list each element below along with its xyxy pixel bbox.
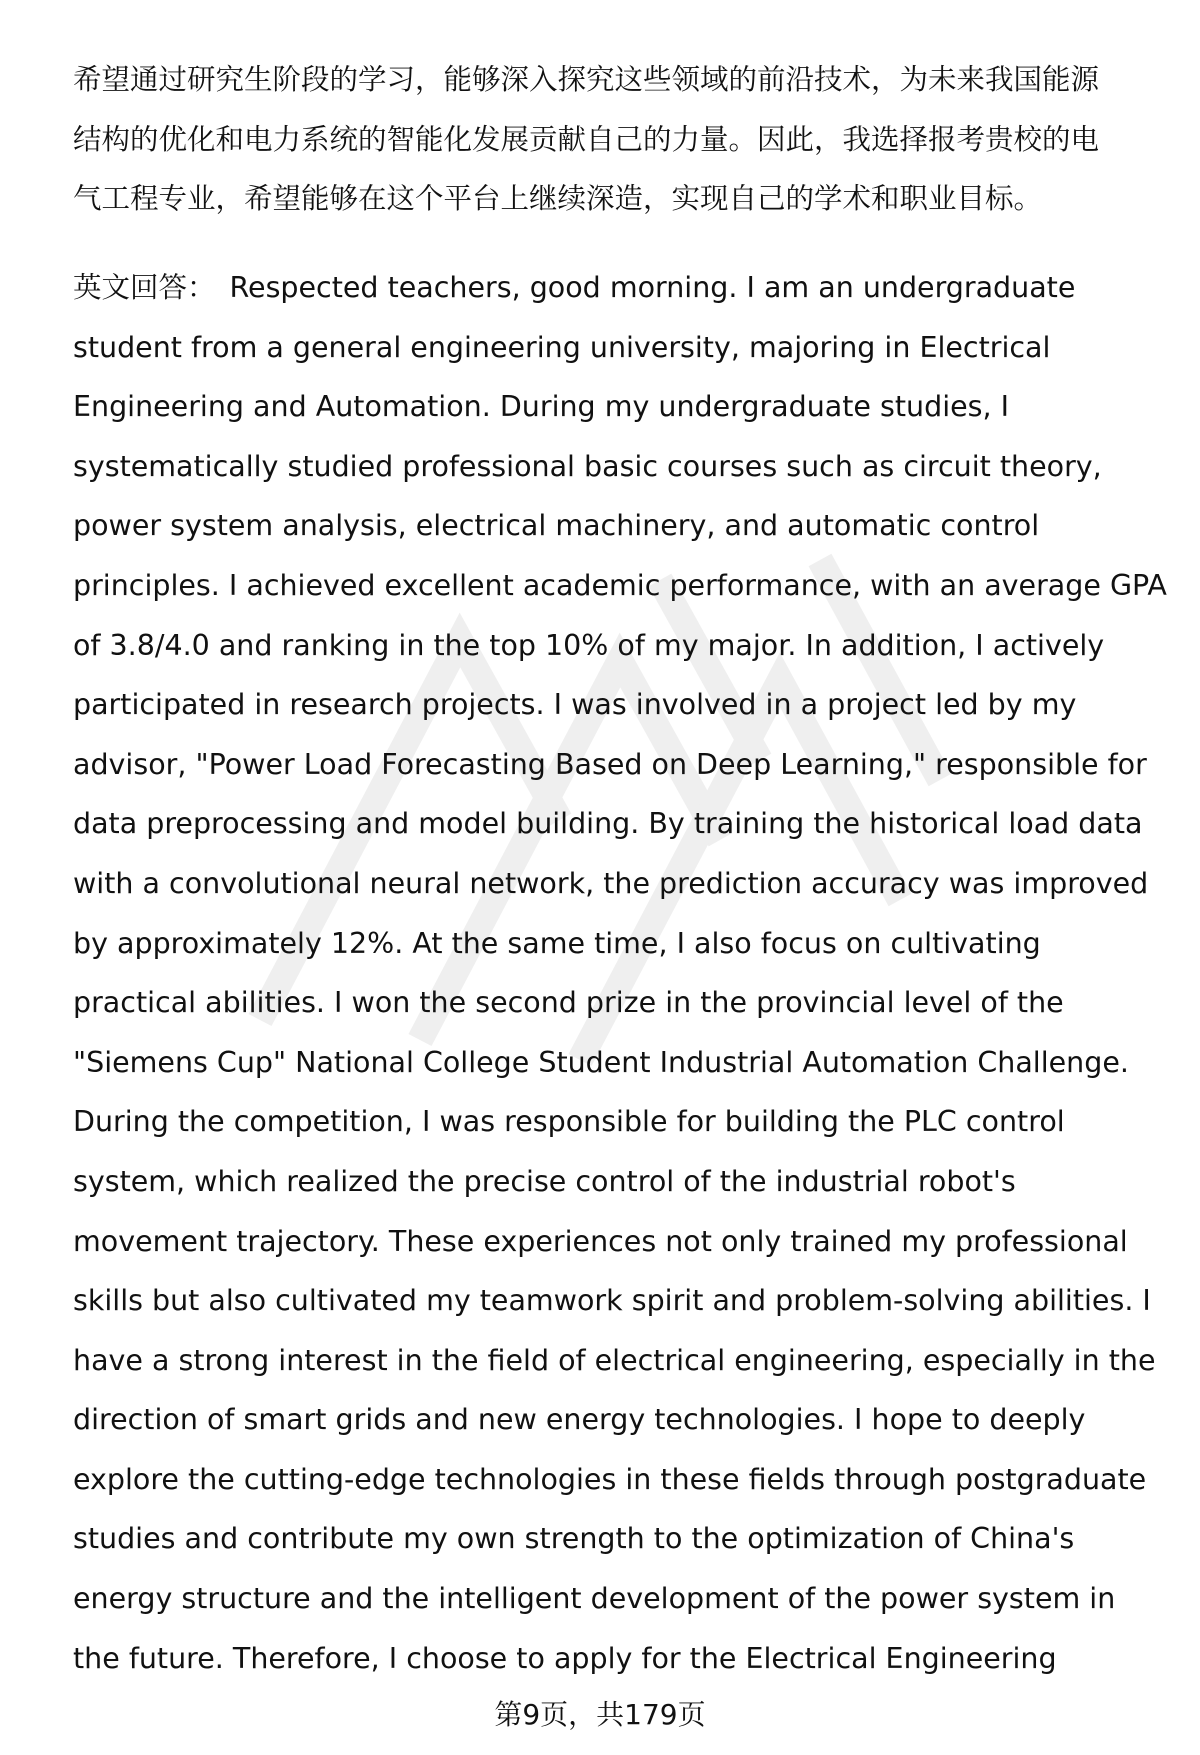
text-line: 结构的优化和电力系统的智能化发展贡献自己的力量。因此，我选择报考贵校的电 (73, 122, 1100, 156)
text-line: energy structure and the intelligent development of the power system in (73, 1582, 1116, 1616)
text-line: studies and contribute my own strength to the optimization of China's (73, 1522, 1075, 1556)
text-line: principles. I achieved excellent academic performance, with an average GPA (73, 568, 1167, 602)
text-line: skills but also cultivated my teamwork spirit and problem-solving abilities. I (73, 1284, 1151, 1318)
text-line (73, 258, 1153, 318)
text-line: system, which realized the precise control of the industrial robot's (73, 1164, 1016, 1198)
text-line: Engineering and Automation. During my undergraduate studies, I (73, 390, 1010, 424)
text-line: with a convolutional neural network, the prediction accuracy was improved (73, 866, 1149, 900)
text-line: During the competition, I was responsible for building the PLC control (73, 1105, 1065, 1139)
english-answer-label: 英文回答： (73, 271, 216, 304)
text-line: power system analysis, electrical machinery, and automatic control (73, 509, 1040, 543)
text-line: direction of smart grids and new energy technologies. I hope to deeply (73, 1403, 1086, 1437)
text-line: data preprocessing and model building. By training the historical load data (73, 807, 1143, 841)
text-line: of 3.8/4.0 and ranking in the top 10% of my major. In addition, I actively (73, 628, 1105, 662)
text-line: systematically studied professional basic courses such as circuit theory, (73, 449, 1102, 483)
text-line: practical abilities. I won the second prize in the provincial level of the (73, 986, 1064, 1020)
text-line: "Siemens Cup" National College Student Industrial Automation Challenge. (73, 1045, 1129, 1079)
english-answer-text: Respected teachers, good morning. I am an undergraduate (229, 271, 1076, 304)
text-line: movement trajectory. These experiences not only trained my professional (73, 1224, 1128, 1258)
text-line: have a strong interest in the field of electrical engineering, especially in the (73, 1343, 1156, 1377)
text-line: by approximately 12%. At the same time, I also focus on cultivating (73, 926, 1041, 960)
page-number-footer: 第9页，共179页 (494, 1698, 706, 1731)
text-line: advisor, "Power Load Forecasting Based on Deep Learning," responsible for (73, 747, 1147, 781)
text-line: 气工程专业，希望能够在这个平台上继续深造，实现自己的学术和职业目标。 (73, 182, 1043, 216)
text-line: 希望通过研究生阶段的学习，能够深入探究这些领域的前沿技术，为未来我国能源 (73, 63, 1100, 96)
text-line: participated in research projects. I was involved in a project led by my (73, 688, 1077, 722)
text-line: the future. Therefore, I choose to apply for the Electrical Engineering (73, 1641, 1057, 1675)
english-answer-paragraph (73, 258, 1167, 1688)
text-line: explore the cutting-edge technologies in these fields through postgraduate (73, 1462, 1147, 1496)
text-line: student from a general engineering university, majoring in Electrical (73, 330, 1051, 364)
chinese-paragraph (73, 50, 1153, 229)
